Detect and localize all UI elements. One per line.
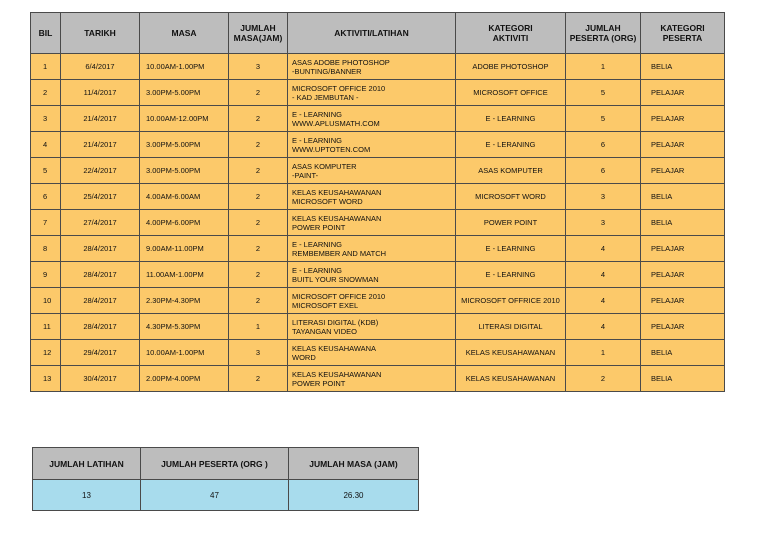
- cell-jumlah-masa: 3: [229, 54, 288, 80]
- table-row: [31, 80, 725, 106]
- cell-tarikh: 28/4/2017: [61, 314, 140, 340]
- cell-tarikh: 28/4/2017: [61, 262, 140, 288]
- cell-jumlah-peserta: 4: [566, 314, 641, 340]
- cell-tarikh: 29/4/2017: [61, 340, 140, 366]
- cell-jumlah-masa: 2: [229, 236, 288, 262]
- table-body: [31, 54, 725, 392]
- cell-tarikh: 30/4/2017: [61, 366, 140, 392]
- header-masa: MASA: [140, 13, 229, 54]
- summary-header-jumlah-peserta: JUMLAH PESERTA (ORG ): [141, 448, 289, 480]
- cell-bil: 7: [31, 210, 61, 236]
- cell-masa: 4.30PM-5.30PM: [140, 314, 229, 340]
- cell-masa: 10.00AM-12.00PM: [140, 106, 229, 132]
- summary-header-row: [33, 448, 419, 480]
- cell-masa: 2.00PM-4.00PM: [140, 366, 229, 392]
- cell-kategori-aktiviti: E - LEARNING: [456, 106, 566, 132]
- cell-tarikh: 21/4/2017: [61, 106, 140, 132]
- table-row: [31, 288, 725, 314]
- cell-aktiviti: MICROSOFT OFFICE 2010 MICROSOFT EXEL: [288, 288, 456, 314]
- cell-aktiviti: E - LEARNING WWW.UPTOTEN.COM: [288, 132, 456, 158]
- cell-jumlah-peserta: 4: [566, 288, 641, 314]
- cell-kategori-aktiviti: KELAS KEUSAHAWANAN: [456, 340, 566, 366]
- cell-kategori-peserta: BELIA: [641, 340, 725, 366]
- cell-tarikh: 6/4/2017: [61, 54, 140, 80]
- cell-aktiviti: ASAS KOMPUTER -PAINT-: [288, 158, 456, 184]
- table-row: [31, 210, 725, 236]
- cell-kategori-peserta: BELIA: [641, 210, 725, 236]
- cell-bil: 8: [31, 236, 61, 262]
- summary-value-jumlah-peserta: 47: [141, 480, 289, 511]
- cell-jumlah-masa: 1: [229, 314, 288, 340]
- header-kategori-peserta: KATEGORI PESERTA: [641, 13, 725, 54]
- cell-aktiviti: E - LEARNING REMBEMBER AND MATCH: [288, 236, 456, 262]
- table-row: [31, 262, 725, 288]
- header-jumlah-masa: JUMLAH MASA(JAM): [229, 13, 288, 54]
- cell-jumlah-masa: 2: [229, 184, 288, 210]
- table-row: [31, 132, 725, 158]
- cell-kategori-peserta: PELAJAR: [641, 80, 725, 106]
- cell-bil: 1: [31, 54, 61, 80]
- cell-masa: 10.00AM-1.00PM: [140, 340, 229, 366]
- cell-kategori-peserta: PELAJAR: [641, 262, 725, 288]
- cell-bil: 12: [31, 340, 61, 366]
- cell-jumlah-masa: 2: [229, 366, 288, 392]
- summary-value-jumlah-masa: 26.30: [289, 480, 419, 511]
- cell-kategori-peserta: PELAJAR: [641, 158, 725, 184]
- cell-kategori-aktiviti: MICROSOFT OFFICE: [456, 80, 566, 106]
- table-row: [31, 236, 725, 262]
- cell-jumlah-masa: 2: [229, 106, 288, 132]
- cell-bil: 9: [31, 262, 61, 288]
- cell-jumlah-peserta: 3: [566, 210, 641, 236]
- summary-header-jumlah-masa: JUMLAH MASA (JAM): [289, 448, 419, 480]
- cell-kategori-aktiviti: E - LEARNING: [456, 236, 566, 262]
- cell-jumlah-masa: 2: [229, 262, 288, 288]
- cell-masa: 2.30PM-4.30PM: [140, 288, 229, 314]
- cell-tarikh: 28/4/2017: [61, 288, 140, 314]
- cell-jumlah-peserta: 6: [566, 132, 641, 158]
- cell-tarikh: 11/4/2017: [61, 80, 140, 106]
- cell-aktiviti: ASAS ADOBE PHOTOSHOP -BUNTING/BANNER: [288, 54, 456, 80]
- cell-aktiviti: KELAS KEUSAHAWANAN POWER POINT: [288, 210, 456, 236]
- cell-masa: 3.00PM-5.00PM: [140, 80, 229, 106]
- cell-aktiviti: MICROSOFT OFFICE 2010 - KAD JEMBUTAN -: [288, 80, 456, 106]
- cell-jumlah-peserta: 3: [566, 184, 641, 210]
- cell-jumlah-masa: 2: [229, 210, 288, 236]
- cell-bil: 11: [31, 314, 61, 340]
- table-row: [31, 184, 725, 210]
- cell-kategori-aktiviti: MICROSOFT OFFRICE 2010: [456, 288, 566, 314]
- cell-jumlah-masa: 2: [229, 80, 288, 106]
- cell-jumlah-peserta: 4: [566, 262, 641, 288]
- header-tarikh: TARIKH: [61, 13, 140, 54]
- cell-jumlah-masa: 2: [229, 158, 288, 184]
- cell-kategori-aktiviti: ASAS KOMPUTER: [456, 158, 566, 184]
- table-row: [31, 54, 725, 80]
- cell-aktiviti: KELAS KEUSAHAWANA WORD: [288, 340, 456, 366]
- table-row: [31, 158, 725, 184]
- summary-header-jumlah-latihan: JUMLAH LATIHAN: [33, 448, 141, 480]
- cell-bil: 3: [31, 106, 61, 132]
- cell-aktiviti: E - LEARNING WWW.APLUSMATH.COM: [288, 106, 456, 132]
- cell-bil: 5: [31, 158, 61, 184]
- summary-value-row: [33, 480, 419, 511]
- summary-table: [32, 447, 419, 511]
- cell-jumlah-masa: 3: [229, 340, 288, 366]
- cell-kategori-peserta: PELAJAR: [641, 132, 725, 158]
- header-kategori-aktiviti: KATEGORI AKTIVITI: [456, 13, 566, 54]
- cell-bil: 2: [31, 80, 61, 106]
- cell-kategori-peserta: BELIA: [641, 54, 725, 80]
- cell-masa: 4.00PM-6.00PM: [140, 210, 229, 236]
- header-bil: BIL: [31, 13, 61, 54]
- cell-jumlah-peserta: 1: [566, 340, 641, 366]
- summary-value-jumlah-latihan: 13: [33, 480, 141, 511]
- cell-aktiviti: LITERASI DIGITAL (KDB) TAYANGAN VIDEO: [288, 314, 456, 340]
- table-row: [31, 366, 725, 392]
- cell-jumlah-peserta: 2: [566, 366, 641, 392]
- cell-kategori-aktiviti: MICROSOFT WORD: [456, 184, 566, 210]
- table-row: [31, 314, 725, 340]
- cell-tarikh: 21/4/2017: [61, 132, 140, 158]
- cell-tarikh: 27/4/2017: [61, 210, 140, 236]
- cell-jumlah-masa: 2: [229, 288, 288, 314]
- table-header-row: [31, 13, 725, 54]
- cell-kategori-peserta: PELAJAR: [641, 236, 725, 262]
- cell-tarikh: 25/4/2017: [61, 184, 140, 210]
- cell-bil: 13: [31, 366, 61, 392]
- cell-jumlah-peserta: 5: [566, 106, 641, 132]
- cell-kategori-aktiviti: E - LERANING: [456, 132, 566, 158]
- cell-kategori-peserta: BELIA: [641, 366, 725, 392]
- activity-schedule-table: [30, 12, 725, 392]
- cell-masa: 11.00AM-1.00PM: [140, 262, 229, 288]
- cell-jumlah-peserta: 1: [566, 54, 641, 80]
- cell-bil: 10: [31, 288, 61, 314]
- cell-masa: 3.00PM-5.00PM: [140, 132, 229, 158]
- cell-masa: 9.00AM-11.00PM: [140, 236, 229, 262]
- cell-bil: 6: [31, 184, 61, 210]
- cell-bil: 4: [31, 132, 61, 158]
- cell-kategori-peserta: PELAJAR: [641, 106, 725, 132]
- cell-kategori-aktiviti: ADOBE PHOTOSHOP: [456, 54, 566, 80]
- header-jumlah-peserta: JUMLAH PESERTA (ORG): [566, 13, 641, 54]
- cell-aktiviti: KELAS KEUSAHAWANAN MICROSOFT WORD: [288, 184, 456, 210]
- table-row: [31, 106, 725, 132]
- cell-jumlah-peserta: 6: [566, 158, 641, 184]
- cell-aktiviti: E - LEARNING BUITL YOUR SNOWMAN: [288, 262, 456, 288]
- cell-masa: 4.00AM-6.00AM: [140, 184, 229, 210]
- cell-kategori-peserta: BELIA: [641, 184, 725, 210]
- cell-jumlah-masa: 2: [229, 132, 288, 158]
- cell-kategori-aktiviti: KELAS KEUSAHAWANAN: [456, 366, 566, 392]
- cell-masa: 3.00PM-5.00PM: [140, 158, 229, 184]
- cell-kategori-peserta: PELAJAR: [641, 314, 725, 340]
- cell-tarikh: 22/4/2017: [61, 158, 140, 184]
- cell-kategori-aktiviti: LITERASI DIGITAL: [456, 314, 566, 340]
- cell-kategori-aktiviti: E - LEARNING: [456, 262, 566, 288]
- header-aktiviti: AKTIVITI/LATIHAN: [288, 13, 456, 54]
- cell-tarikh: 28/4/2017: [61, 236, 140, 262]
- cell-aktiviti: KELAS KEUSAHAWANAN POWER POINT: [288, 366, 456, 392]
- cell-masa: 10.00AM-1.00PM: [140, 54, 229, 80]
- cell-kategori-peserta: PELAJAR: [641, 288, 725, 314]
- cell-jumlah-peserta: 4: [566, 236, 641, 262]
- cell-kategori-aktiviti: POWER POINT: [456, 210, 566, 236]
- cell-jumlah-peserta: 5: [566, 80, 641, 106]
- table-row: [31, 340, 725, 366]
